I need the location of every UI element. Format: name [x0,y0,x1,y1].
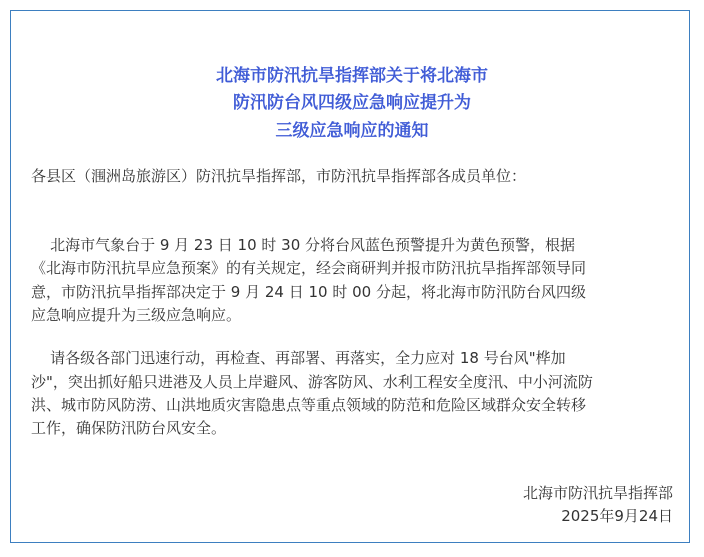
paragraph1-line-3: 意，市防汛抗旱指挥部决定于 9 月 24 日 10 时 00 分起，将北海市防汛防台风四级 [31,283,586,301]
paragraph2-line-3: 洪、城市防风防涝、山洪地质灾害隐患点等重点领域的防范和危险区域群众安全转移 [31,396,587,414]
paragraph2-line-1: 请各级各部门迅速行动，再检查、再部署、再落实，全力应对 18 号台风"桦加 [31,349,566,367]
notice-title-line-1: 北海市防汛抗旱指挥部关于将北海市 [216,66,488,86]
paragraph1-line-1: 北海市气象台于 9 月 23 日 10 时 30 分将台风蓝色预警提升为黄色预警，根据 [31,236,576,254]
paragraph1-line-2: 《北海市防汛抗旱应急预案》的有关规定，经会商研判并报市防汛抗旱指挥部领导同 [31,259,587,277]
addressee: 各县区（涠洲岛旅游区）防汛抗旱指挥部，市防汛抗旱指挥部各成员单位： [31,167,527,185]
notice-title-line-2: 防汛防台风四级应急响应提升为 [233,93,471,113]
paragraph2-line-4: 工作，确保防汛防台风安全。 [31,419,227,437]
notice-title-line-3: 三级应急响应的通知 [275,121,429,141]
signature: 北海市防汛抗旱指挥部 [522,484,673,502]
paragraph2-line-2: 沙"，突出抓好船只进港及人员上岸避风、游客防风、水利工程安全度汛、中小河流防 [31,373,593,391]
date: 2025年9月24日 [561,507,673,525]
paragraph1-line-4: 应急响应提升为三级应急响应。 [31,306,242,324]
